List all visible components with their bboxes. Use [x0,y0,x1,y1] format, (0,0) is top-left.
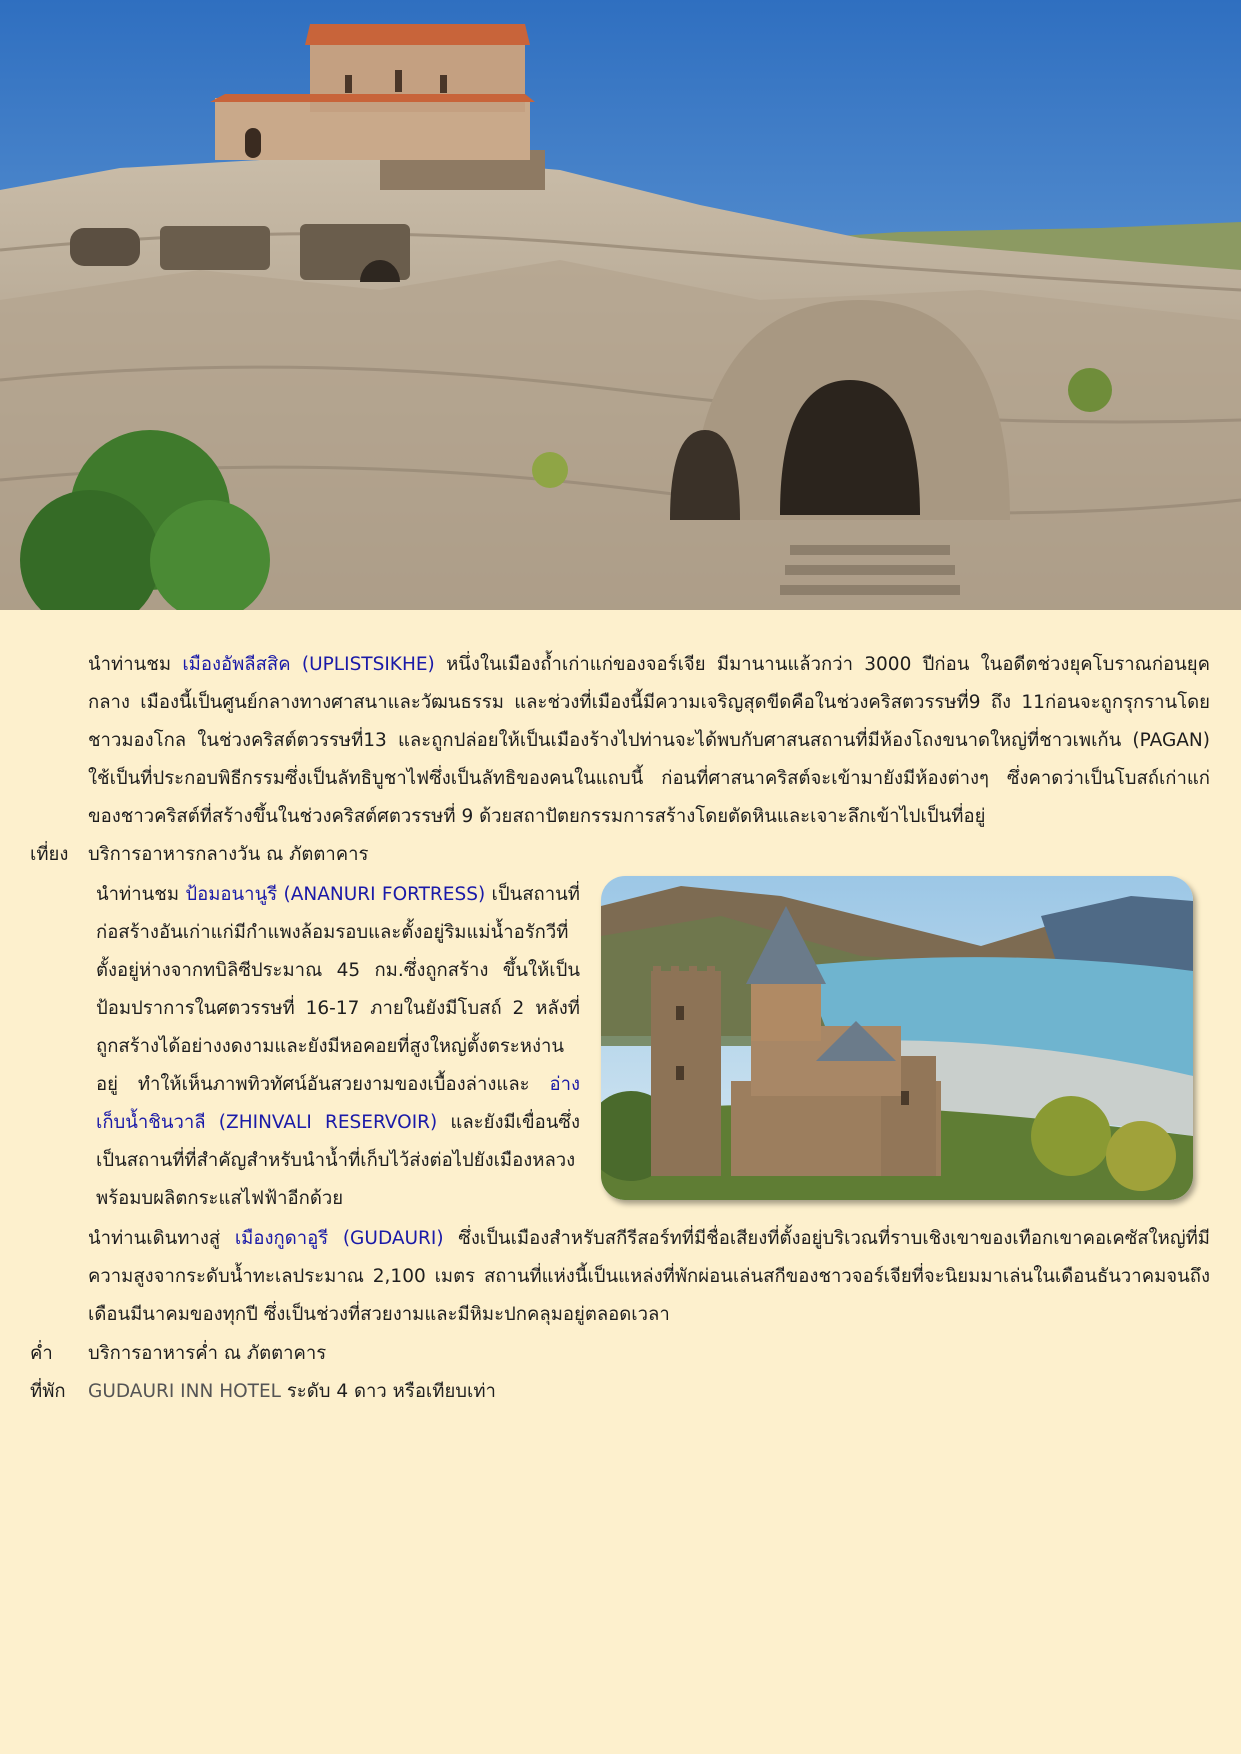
accommodation-text [88,1373,496,1411]
hero-image-uplistsikhe [0,0,1241,610]
highlight-gudauri: เมืองกูดาอูรี (GUDAURI) [234,1228,444,1249]
paragraph-body: ซึ่งเป็นเมืองสำหรับสกีรีสอร์ทที่มีชื่อเสียงที่ตั้งอยู่บริเวณที่ราบเชิงเขาของเทือกเขาคอเคซัสใหญ่ที่มีความสูงจากระดับน้ำทะเลประมาณ 2,100 เมตร สถานที่แห่งนี้เป็นแหล่งที่พักผ่อนเล่นสกีของชาวจอร์เจียที่จะนิยมมาเล่นในเดือนธันวาคมจนถึงเดือนมีนาคมของทุกปี ซึ่งเป็นช่วงที่สวยงามและมีหิมะปกคลุมอยู่ตลอดเวลา [88,1228,1210,1325]
meal-text-dinner: บริการอาหารค่ำ ณ ภัตตาคาร [88,1343,327,1364]
paragraph-uplistsikhe [88,646,1210,836]
hotel-rating: ระดับ 4 ดาว หรือเทียบเท่า [280,1381,496,1402]
accommodation-label: ที่พัก [30,1381,66,1402]
meal-label-lunch: เที่ยง [30,844,69,865]
paragraph-body-end: และยังมีเขื่อนซึ่งเป็นสถานที่ที่สำคัญสำหรับนำน้ำที่เก็บไว้ส่งต่อไปยังเมืองหลวงพร้อมบผลิตกระแสไฟฟ้าอีกด้วย [96,1112,581,1209]
meal-text-lunch: บริการอาหารกลางวัน ณ ภัตตาคาร [88,844,369,865]
fortress-image-ananuri [601,876,1193,1200]
paragraph-body: เป็นสถานที่ก่อสร้างอันเก่าแก่มีกำแพงล้อมรอบและตั้งอยู่ริมแม่น้ำอรักวีที่ตั้งอยู่ห่างจากทบิลิซีประมาณ 45 กม.ซึ่งถูกสร้าง ขึ้นให้เป็นป้อมปราการในศตวรรษที่ 16-17 ภายในยังมีโบสถ์ 2 หลังที่ถูกสร้างได้อย่างงดงามและยังมีหอคอยที่สูงใหญ่ตั้งตระหง่านอยู่ ทำให้เห็นภาพทิวทัศน์อันสวยงามของเบื้องล่างและ [96,884,580,1095]
highlight-uplistsikhe: เมืองอัพลีสสิค (UPLISTSIKHE) [182,654,435,675]
paragraph-prefix: นำท่านชม [88,654,183,675]
paragraph-prefix: นำท่านเดินทางสู่ [88,1228,235,1249]
hotel-name: GUDAURI INN HOTEL [88,1381,281,1402]
paragraph-body: หนึ่งในเมืองถ้ำเก่าแก่ของจอร์เจีย มีมานานแล้วกว่า 3000 ปีก่อน ในอดีตช่วงยุคโบราณก่อนยุคกลาง เมืองนี้เป็นศูนย์กลางทางศาสนาและวัฒนธรรม และช่วงที่เมืองนี้มีความเจริญสุดขีดคือในช่วงคริสตวรรษที่9 ถึง 11ก่อนจะถูกรุกรานโดยชาวมองโกล ในช่วงคริสต์ตวรรษที่13 และถูกปล่อยให้เป็นเมืองร้างไปท่านจะได้พบกับศาสนสถานที่มีห้องโถงขนาดใหญ่ที่ชาวเพเก้น (PAGAN) ใช้เป็นที่ประกอบพิธีกรรมซึ่งเป็นลัทธิบูชาไฟซึ่งเป็นลัทธิของคนในแถบนี้ ก่อนที่ศาสนาคริสต์จะเข้ามายังมีห้องต่างๆ ซึ่งคาดว่าเป็นโบสถ์เก่าแก่ของชาวคริสต์ที่สร้างขึ้นในช่วงคริสต์ศตวรรษที่ 9 ด้วยสถาปัตยกรรมการสร้างโดยตัดหินและเจาะลึกเข้าไปเป็นที่อยู่ [88,654,1211,827]
highlight-ananuri: ป้อมอนานูรี (ANANURI FORTRESS) [185,884,486,905]
paragraph-ananuri [96,876,580,1218]
paragraph-gudauri [88,1220,1210,1334]
highlight-zhinvali: อ่างเก็บน้ำชินวาลี (ZHINVALI RESERVOIR) [96,1074,580,1133]
meal-label-dinner: ค่ำ [30,1343,53,1364]
paragraph-prefix: นำท่านชม [96,884,186,905]
